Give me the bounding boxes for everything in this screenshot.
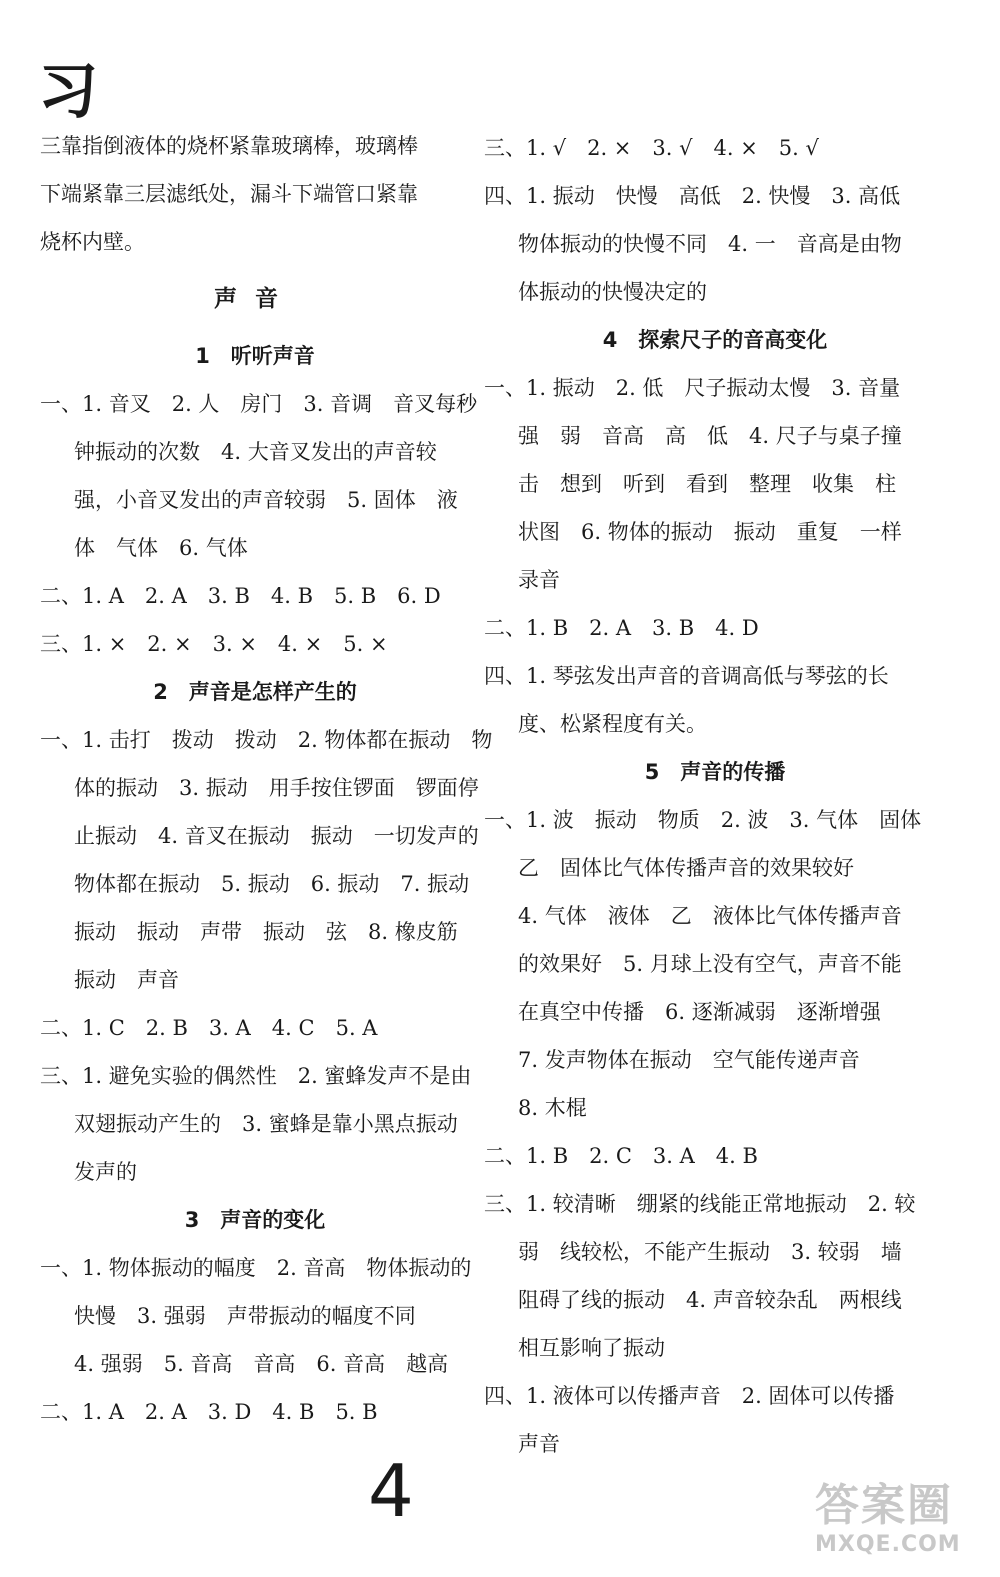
answer-line: 四、1. 振动 快慢 高低 2. 快慢 3. 高低 <box>484 184 901 208</box>
answer-line: 阻碍了线的振动 4. 声音较杂乱 两根线 <box>518 1288 902 1312</box>
lesson-title: 4 探索尺子的音高变化 <box>602 328 828 352</box>
answer-line: 振动 声音 <box>74 968 179 992</box>
answer-line: 乙 固体比气体传播声音的效果较好 <box>518 856 854 880</box>
left-column <box>40 122 493 1436</box>
answer-line: 一、1. 物体振动的幅度 2. 音高 物体振动的 <box>40 1256 472 1280</box>
answer-line: 4. 强弱 5. 音高 音高 6. 音高 越高 <box>74 1352 449 1376</box>
answer-line: 一、1. 波 振动 物质 2. 波 3. 气体 固体 <box>484 808 922 832</box>
site-watermark <box>815 1480 983 1570</box>
answer-line: 体振动的快慢决定的 <box>518 280 707 304</box>
answer-line: 体 气体 6. 气体 <box>74 536 248 560</box>
answer-line: 二、1. C 2. B 3. A 4. C 5. A <box>40 1016 378 1040</box>
answer-line: 发声的 <box>74 1160 137 1184</box>
answer-line: 7. 发声物体在振动 空气能传递声音 <box>518 1048 860 1072</box>
answer-line: 在真空中传播 6. 逐渐减弱 逐渐增强 <box>518 1000 881 1024</box>
lesson-title: 3 声音的变化 <box>184 1208 326 1232</box>
answer-line: 一、1. 振动 2. 低 尺子振动太慢 3. 音量 <box>484 376 901 400</box>
lesson-title: 5 声音的传播 <box>644 760 786 784</box>
answer-line: 4. 气体 液体 乙 液体比气体传播声音 <box>518 904 902 928</box>
right-column <box>484 124 946 1468</box>
answer-line: 二、1. B 2. A 3. B 4. D <box>484 616 759 640</box>
answer-line: 二、1. B 2. C 3. A 4. B <box>484 1144 758 1168</box>
watermark-url: MXQE.COM <box>815 1532 961 1557</box>
answer-line: 击 想到 听到 看到 整理 收集 柱 <box>518 472 896 496</box>
answer-line: 下端紧靠三层滤纸处，漏斗下端管口紧靠 <box>40 182 418 206</box>
answer-line: 二、1. A 2. A 3. B 4. B 5. B 6. D <box>40 584 441 608</box>
answer-line: 强，小音叉发出的声音较弱 5. 固体 液 <box>74 488 458 512</box>
watermark-logo-text: 答案圈 <box>815 1480 953 1531</box>
answer-line: 物体都在振动 5. 振动 6. 振动 7. 振动 <box>74 872 470 896</box>
lesson-title: 2 声音是怎样产生的 <box>153 680 357 704</box>
answer-line: 一、1. 击打 拨动 拨动 2. 物体都在振动 物 <box>40 728 493 752</box>
answer-line: 三靠指倒液体的烧杯紧靠玻璃棒，玻璃棒 <box>40 134 418 158</box>
answer-line: 的效果好 5. 月球上没有空气，声音不能 <box>518 952 902 976</box>
lesson-title: 1 听听声音 <box>195 344 315 368</box>
answer-line: 弱 线较松，不能产生振动 3. 较弱 墙 <box>518 1240 902 1264</box>
answer-line: 钟振动的次数 4. 大音叉发出的声音较 <box>74 440 437 464</box>
answer-line: 度、松紧程度有关。 <box>518 712 707 736</box>
answer-line: 烧杯内壁。 <box>40 230 145 254</box>
section-header-char: 习 <box>38 57 98 127</box>
answer-line: 三、1. √ 2. × 3. √ 4. × 5. √ <box>484 136 819 160</box>
answer-line: 强 弱 音高 高 低 4. 尺子与桌子撞 <box>518 424 902 448</box>
answer-line: 8. 木棍 <box>518 1096 587 1120</box>
answer-line: 状图 6. 物体的振动 振动 重复 一样 <box>518 520 902 544</box>
unit-title: 声音 <box>214 286 296 312</box>
answer-line: 声音 <box>518 1432 560 1456</box>
answer-line: 三、1. × 2. × 3. × 4. × 5. × <box>40 632 388 656</box>
answer-line: 四、1. 液体可以传播声音 2. 固体可以传播 <box>484 1384 895 1408</box>
answer-line: 止振动 4. 音叉在振动 振动 一切发声的 <box>74 824 479 848</box>
answer-line: 振动 振动 声带 振动 弦 8. 橡皮筋 <box>74 920 458 944</box>
answer-line: 双翅振动产生的 3. 蜜蜂是靠小黑点振动 <box>74 1112 458 1136</box>
answer-line: 二、1. A 2. A 3. D 4. B 5. B <box>40 1400 378 1424</box>
answer-line: 相互影响了振动 <box>518 1336 665 1360</box>
answer-line: 录音 <box>518 568 560 592</box>
answer-line: 三、1. 避免实验的偶然性 2. 蜜蜂发声不是由 <box>40 1064 472 1088</box>
answer-line: 体的振动 3. 振动 用手按住锣面 锣面停 <box>74 776 479 800</box>
answer-line: 快慢 3. 强弱 声带振动的幅度不同 <box>74 1304 416 1328</box>
page-number: 4 <box>368 1449 414 1533</box>
answer-line: 四、1. 琴弦发出声音的音调高低与琴弦的长 <box>484 664 889 688</box>
answer-line: 物体振动的快慢不同 4. 一 音高是由物 <box>518 232 902 256</box>
answer-line: 三、1. 较清晰 绷紧的线能正常地振动 2. 较 <box>484 1192 916 1216</box>
answer-line: 一、1. 音叉 2. 人 房门 3. 音调 音叉每秒 <box>40 392 478 416</box>
